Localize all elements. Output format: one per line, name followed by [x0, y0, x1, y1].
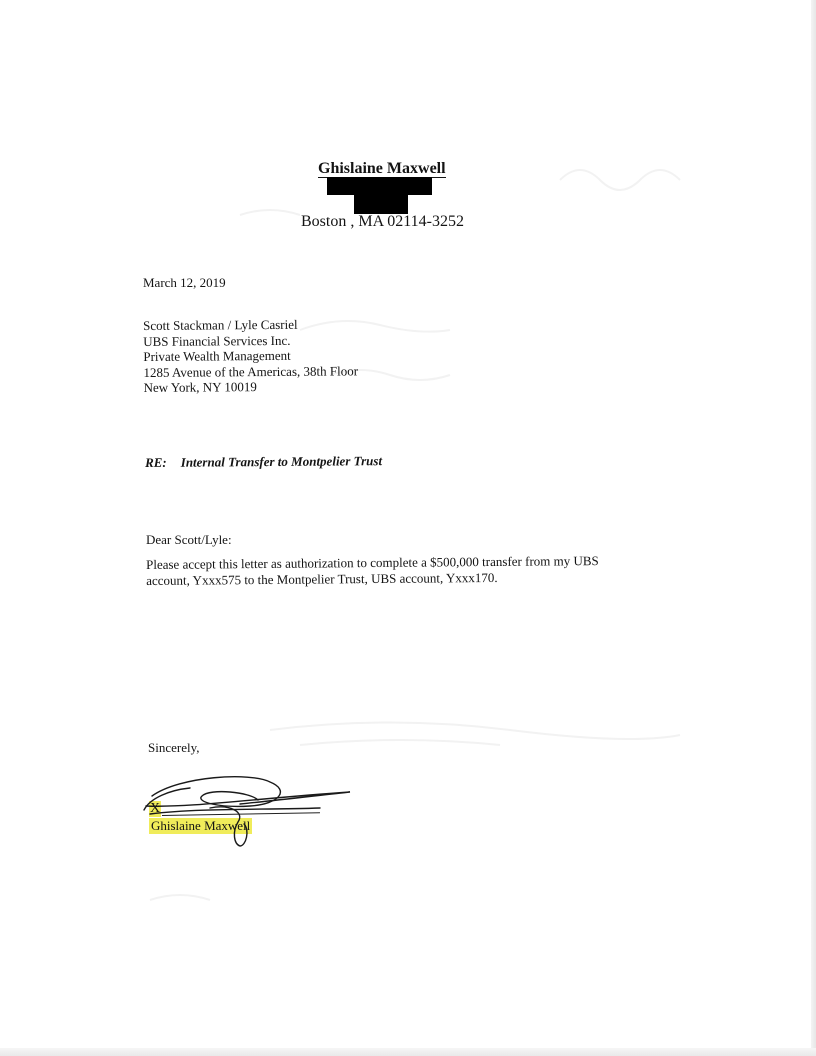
signature-x-mark: X	[150, 801, 161, 816]
recipient-line: UBS Financial Services Inc.	[143, 332, 291, 349]
subject-line	[145, 453, 382, 471]
subject-label: RE:	[145, 454, 167, 470]
subject-text: Internal Transfer to Montpelier Trust	[180, 453, 383, 470]
recipient-line: New York, NY 10019	[143, 379, 257, 395]
recipient-line: Scott Stackman / Lyle Casriel	[143, 316, 298, 333]
handwritten-signature	[140, 768, 360, 848]
body-line-1: Please accept this letter as authorization to complete a $500,000 transfer from my UBS	[146, 553, 599, 572]
letterhead-name	[318, 160, 446, 178]
body-line-2: account, Yxxx575 to the Montpelier Trust, UBS account, Yxxx170.	[146, 569, 498, 588]
recipient-line: 1285 Avenue of the Americas, 38th Floor	[143, 362, 359, 380]
body-paragraph	[146, 553, 599, 588]
letterhead-city-line: Boston , MA 02114-3252	[301, 213, 464, 230]
redaction-bar-1	[327, 177, 432, 195]
letterhead-name-text: Ghislaine Maxwell	[318, 160, 446, 177]
closing: Sincerely,	[148, 740, 200, 755]
recipient-line: Private Wealth Management	[143, 347, 291, 364]
salutation: Dear Scott/Lyle:	[146, 532, 232, 547]
signer-name: Ghislaine Maxwell	[151, 818, 251, 833]
redaction-bar-2	[354, 195, 408, 214]
recipient-address	[143, 316, 358, 395]
letter-date: March 12, 2019	[143, 275, 226, 290]
